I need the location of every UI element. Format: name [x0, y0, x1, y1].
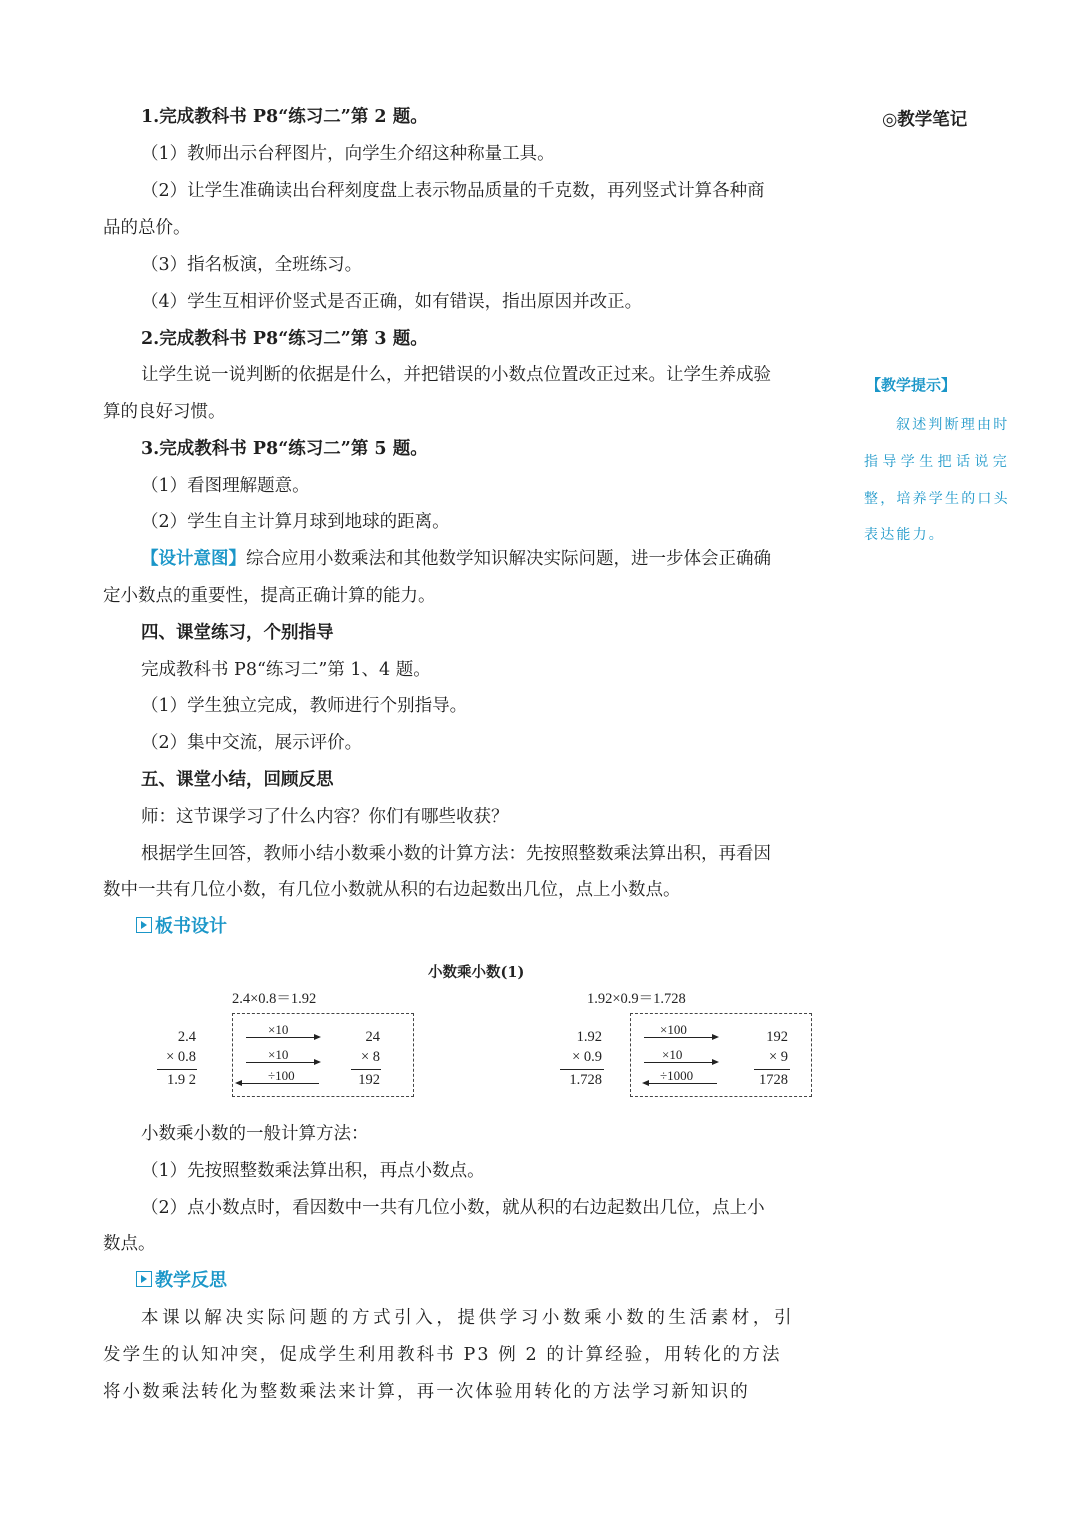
left-op-1: ×10: [268, 1022, 289, 1037]
right-integer-product: 1728: [759, 1072, 788, 1088]
left-decimal-rule: [157, 1069, 197, 1070]
method-line-3: （2）点小数点时，看因数中一共有几位小数，就从积的右边起数出几位，点上小: [141, 1198, 765, 1218]
left-op-3: ÷100: [268, 1068, 295, 1083]
board-heading: [136, 914, 227, 940]
right-transform-box: [630, 1013, 812, 1097]
design-intent-text-2: 定小数点的重要性，提高正确计算的能力。: [103, 586, 436, 606]
left-transform-box: [232, 1013, 414, 1097]
left-integer-rule: [351, 1069, 381, 1070]
left-arrow-icon: [237, 1083, 319, 1084]
right-op-1: ×100: [660, 1022, 687, 1037]
left-integer-factor-b: × 8: [360, 1049, 380, 1065]
item1-step-2: （2）让学生准确读出台秤刻度盘上表示物品质量的千克数，再列竖式计算各种商: [141, 181, 765, 201]
design-intent-text-1: 综合应用小数乘法和其他数学知识解决实际问题，进一步体会正确确: [246, 549, 771, 569]
board-title: 小数乘小数(1): [428, 964, 525, 981]
design-intent-tag: 【设计意图】: [141, 549, 246, 569]
item1-step-3: （3）指名板演，全班练习。: [141, 255, 363, 275]
left-integer-product: 192: [358, 1072, 380, 1088]
section5-line-2: 根据学生回答，教师小结小数乘小数的计算方法：先按照整数乘法算出积，再看因: [141, 844, 771, 864]
right-decimal-rule: [560, 1069, 604, 1070]
method-line-1: 小数乘小数的一般计算方法：: [141, 1124, 369, 1144]
right-op-2: ×10: [662, 1047, 683, 1062]
right-arrow-icon: [644, 1037, 717, 1038]
item1-step-4: （4）学生互相评价竖式是否正确，如有错误，指出原因并改正。: [141, 292, 643, 312]
board-heading-text: 板书设计: [155, 916, 227, 937]
left-decimal-factor-b: × 0.8: [166, 1049, 196, 1065]
section4-line-1: 完成教科书 P8“练习二”第 1、4 题。: [141, 660, 431, 680]
item3-step-1: （1）看图理解题意。: [141, 476, 310, 496]
left-equation: 2.4×0.8＝1.92: [232, 991, 317, 1007]
right-decimal-product: 1.728: [569, 1072, 602, 1088]
item1-title: 1.完成教科书 P8“练习二”第 2 题。: [141, 107, 428, 127]
item1-step-1: （1）教师出示台秤图片，向学生介绍这种称量工具。: [141, 144, 555, 164]
left-op-2: ×10: [268, 1047, 289, 1062]
left-arrow-icon: [644, 1083, 717, 1084]
teaching-notes-title: ◎教学笔记: [882, 110, 968, 130]
item2-text-2: 算的良好习惯。: [103, 402, 226, 422]
play-icon: [136, 1271, 152, 1287]
section5-line-1: 师：这节课学习了什么内容？你们有哪些收获？: [141, 807, 509, 827]
right-equation: 1.92×0.9＝1.728: [587, 991, 686, 1007]
left-integer-factor-a: 24: [365, 1029, 380, 1045]
section4-line-3: （2）集中交流，展示评价。: [141, 733, 363, 753]
teaching-tip-line: 表达能力。: [864, 527, 945, 543]
right-decimal-factor-b: × 0.9: [572, 1049, 602, 1065]
play-icon: [136, 917, 152, 933]
section4-line-2: （1）学生独立完成，教师进行个别指导。: [141, 696, 468, 716]
item3-step-2: （2）学生自主计算月球到地球的距离。: [141, 512, 450, 532]
reflection-line-3: 将小数乘法转化为整数乘法来计算，再一次体验用转化的方法学习新知识的: [103, 1382, 750, 1402]
reflection-line-2: 发学生的认知冲突，促成学生利用教科书 P3 例 2 的计算经验，用转化的方法: [103, 1345, 782, 1365]
reflection-line-1: 本课以解决实际问题的方式引入，提供学习小数乘小数的生活素材，引: [141, 1308, 796, 1328]
item3-title: 3.完成教科书 P8“练习二”第 5 题。: [141, 439, 428, 459]
method-line-2: （1）先按照整数乘法算出积，再点小数点。: [141, 1161, 485, 1181]
teaching-tip-line: 叙述判断理由时: [896, 417, 1010, 433]
item2-title: 2.完成教科书 P8“练习二”第 3 题。: [141, 329, 428, 349]
design-intent: [141, 546, 771, 572]
section5-line-3: 数中一共有几位小数，有几位小数就从积的右边起数出几位，点上小数点。: [103, 880, 681, 900]
right-arrow-icon: [246, 1037, 319, 1038]
teaching-tip-line: 指导学生把话说完: [864, 454, 1012, 470]
right-arrow-icon: [246, 1062, 319, 1063]
teaching-tip-line: 整，培养学生的口头: [864, 491, 1010, 507]
section5-title: 五、课堂小结，回顾反思: [141, 770, 334, 790]
reflection-heading: [136, 1268, 227, 1294]
item1-step-2-cont: 品的总价。: [103, 218, 191, 238]
item2-text-1: 让学生说一说判断的依据是什么，并把错误的小数点位置改正过来。让学生养成验: [141, 365, 771, 385]
right-integer-factor-a: 192: [766, 1029, 788, 1045]
teaching-tip-title: 【教学提示】: [866, 376, 957, 394]
right-integer-rule: [754, 1069, 790, 1070]
left-decimal-factor-a: 2.4: [177, 1029, 196, 1045]
reflection-heading-text: 教学反思: [155, 1270, 227, 1291]
right-arrow-icon: [644, 1062, 717, 1063]
right-decimal-factor-a: 1.92: [576, 1029, 602, 1045]
right-op-3: ÷1000: [660, 1068, 694, 1083]
right-integer-factor-b: × 9: [768, 1049, 788, 1065]
left-decimal-product: 1.9 2: [167, 1072, 196, 1088]
section4-title: 四、课堂练习，个别指导: [141, 623, 334, 643]
method-line-4: 数点。: [103, 1234, 156, 1254]
